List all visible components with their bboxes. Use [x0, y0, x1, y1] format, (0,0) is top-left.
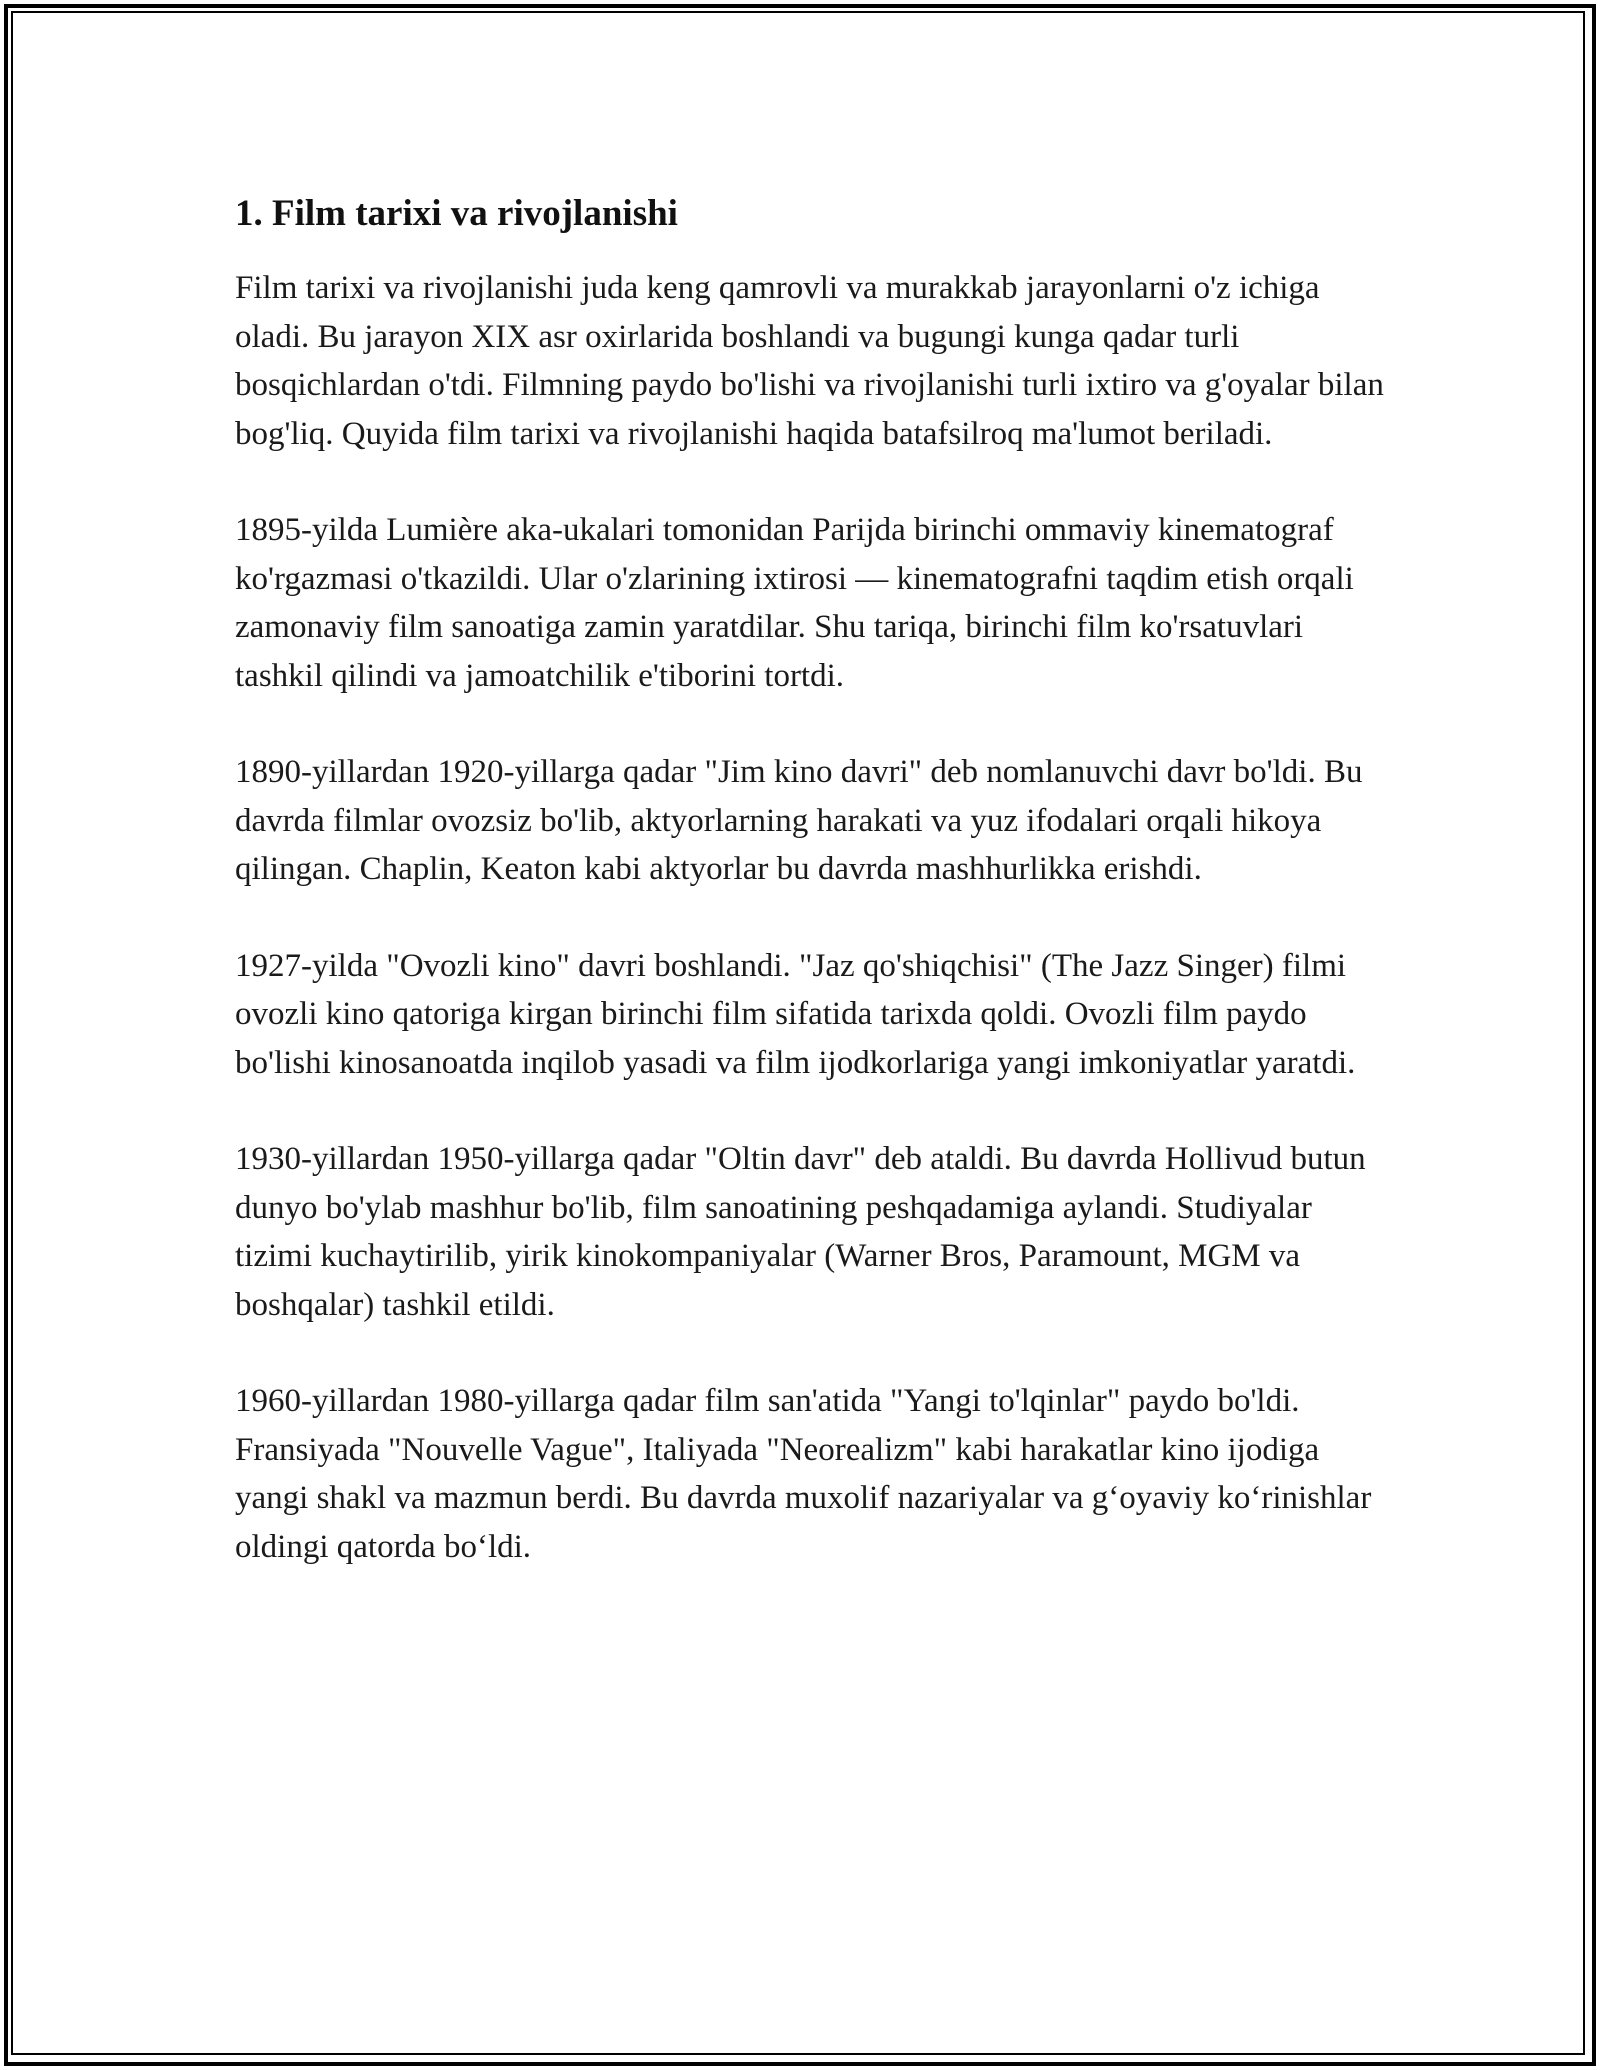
paragraph-silent-era: 1890-yillardan 1920-yillarga qadar "Jim kino davri" deb nomlanuvchi davr bo'ldi. Bu davrda filmlar ovozsiz bo'lib, aktyorlarning harakati va yuz ifodalari orqali hikoya qilingan. Chaplin, Keaton kabi aktyorlar bu davrda mashhurlikka erishdi.	[235, 754, 1363, 887]
document-body	[235, 188, 1385, 1619]
paragraph-golden-age: 1930-yillardan 1950-yillarga qadar "Oltin davr" deb ataldi. Bu davrda Hollivud butun dunyo bo'ylab mashhur bo'lib, film sanoatining peshqadamiga aylandi. Studiyalar tizimi kuchaytirilib, yirik kinokompaniyalar (Warner Bros, Paramount, MGM va boshqalar) tashkil etildi.	[235, 1141, 1366, 1323]
section-heading: 1. Film tarixi va rivojlanishi	[235, 193, 678, 234]
paragraph-lumiere: 1895-yilda Lumière aka-ukalari tomonidan Parijda birinchi ommaviy kinematograf ko'rgazmasi o'tkazildi. Ular o'zlarining ixtirosi — kinematografni taqdim etish orqali zamonaviy film sanoatiga zamin yaratdilar. Shu tariqa, birinchi film ko'rsatuvlari tashkil qilindi va jamoatchilik e'tiborini tortdi.	[235, 512, 1354, 694]
paragraph-sound-era: 1927-yilda "Ovozli kino" davri boshlandi. "Jaz qo'shiqchisi" (The Jazz Singer) filmi ovozli kino qatoriga kirgan birinchi film sifatida tarixda qoldi. Ovozli film paydo bo'lishi kinosanoatda inqilob yasadi va film ijodkorlariga yangi imkoniyatlar yaratdi.	[235, 947, 1356, 1081]
paragraph-new-waves: 1960-yillardan 1980-yillarga qadar film san'atida "Yangi to'lqinlar" paydo bo'ldi. Fransiyada "Nouvelle Vague", Italiyada "Neorealizm" kabi harakatlar kino ijodiga yangi shakl va mazmun berdi. Bu davrda muxolif nazariyalar va gʻoyaviy koʻrinishlar oldingi qatorda boʻldi.	[235, 1383, 1372, 1565]
paragraph-intro: Film tarixi va rivojlanishi juda keng qamrovli va murakkab jarayonlarni o'z ichiga oladi. Bu jarayon XIX asr oxirlarida boshlandi va bugungi kunga qadar turli bosqichlardan o'tdi. Filmning paydo bo'lishi va rivojlanishi turli ixtiro va g'oyalar bilan bog'liq. Quyida film tarixi va rivojlanishi haqida batafsilroq ma'lumot beriladi.	[235, 270, 1384, 452]
